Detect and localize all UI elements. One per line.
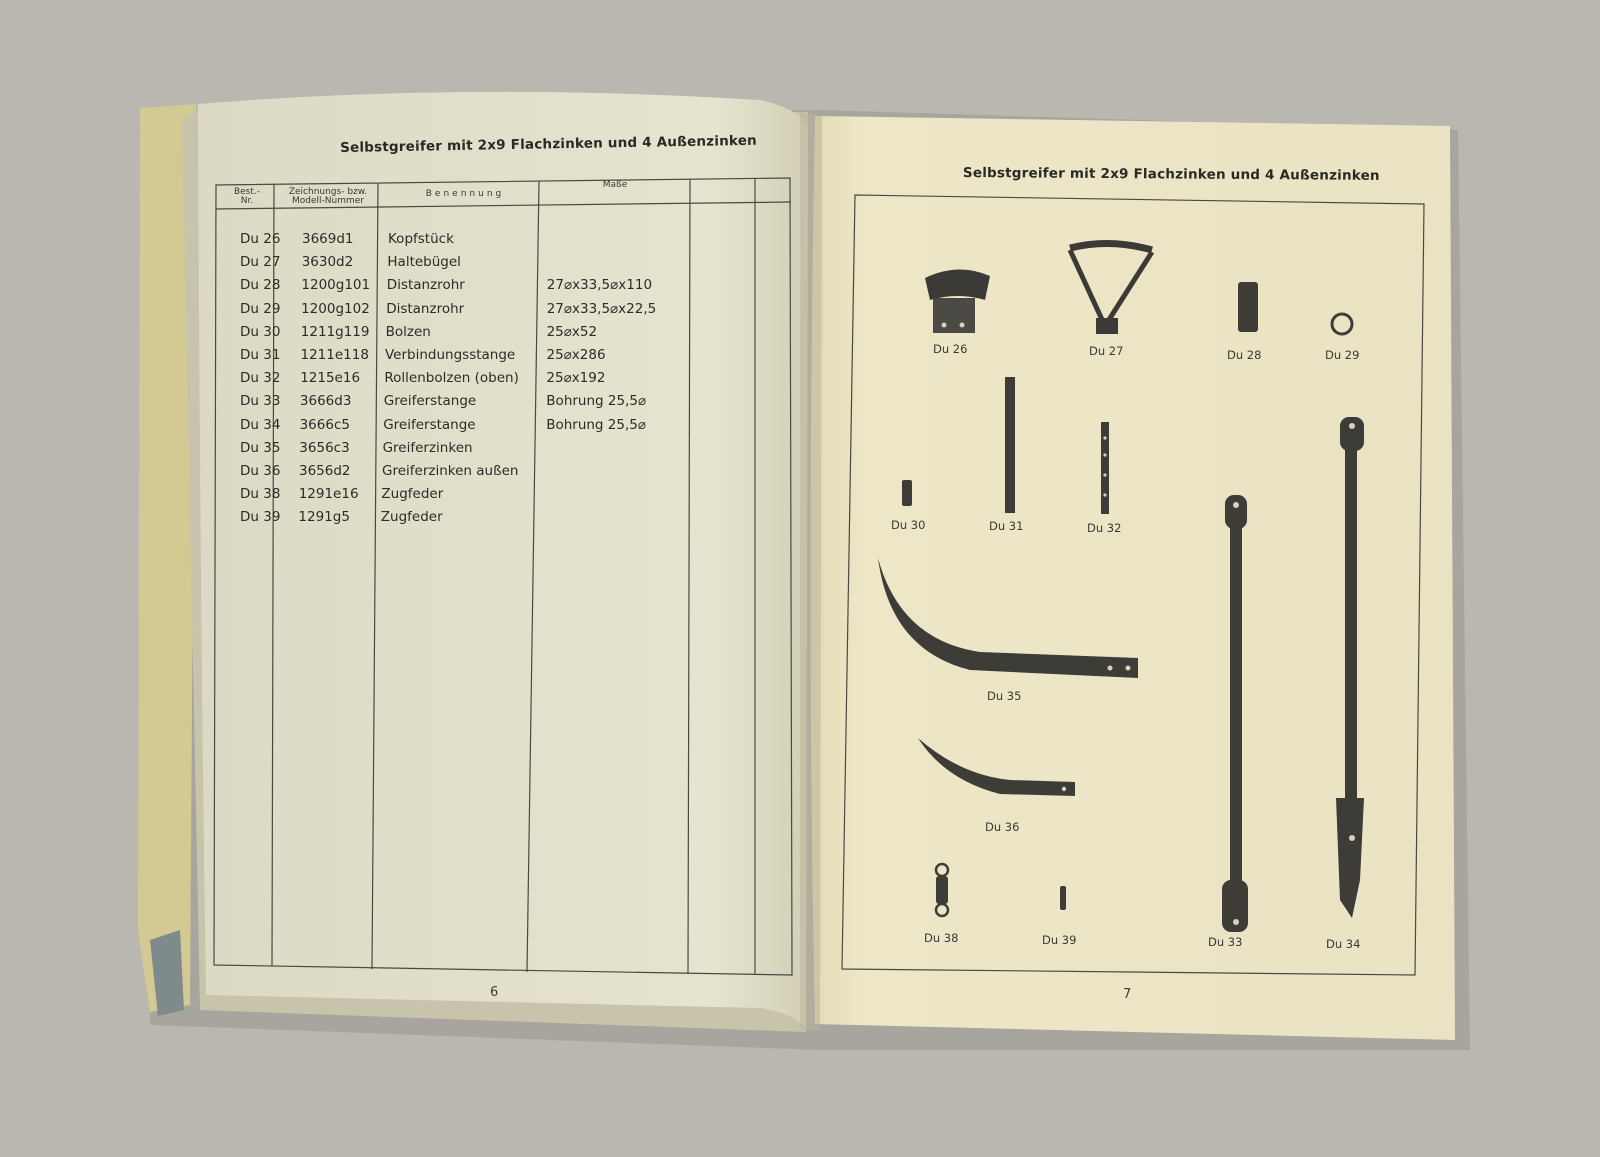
part-label-du30: Du 30 [891,518,926,532]
cell-dim: 27⌀x33,5⌀x22,5 [546,300,657,317]
cell-model: 1200g102 [301,300,370,317]
cell-name: Greiferzinken [382,439,473,456]
part-label-du26: Du 26 [933,342,968,356]
cell-name: Distanzrohr [386,277,465,294]
part-label-du32: Du 32 [1087,521,1122,535]
column-header-masse: Maße [602,180,628,190]
cell-model: 3666c5 [299,416,350,433]
cell-nr: Du 27 [240,254,281,271]
cell-name: Distanzrohr [386,300,465,317]
zugfeder-38-drawing [936,864,948,916]
left-page-number: 6 [490,985,499,1000]
verbindungsstange-drawing [1005,377,1015,513]
cell-nr: Du 36 [240,463,281,479]
cell-model: 1291e16 [298,486,359,503]
right-page-number: 7 [1123,987,1132,1002]
cell-dim: 25⌀x286 [546,347,606,363]
part-label-du39: Du 39 [1042,933,1077,947]
greiferzinken-aussen-drawing [918,738,1075,796]
cell-name: Zugfeder [381,486,444,503]
cell-name: Haltebügel [387,254,461,271]
column-header-zeichnung: Zeichnungs- bzw. Modell-Nummer [288,187,368,206]
greiferstange-34-drawing [1336,417,1364,918]
part-label-du29: Du 29 [1325,348,1360,362]
part-label-du36: Du 36 [985,820,1020,834]
cell-model: 3669d1 [302,231,354,247]
part-label-du38: Du 38 [924,931,959,945]
distanzrohr-ring-drawing [1332,314,1352,334]
cell-name: Bolzen [385,323,431,340]
cell-model: 3630d2 [301,254,354,271]
cell-name: Rollenbolzen (oben) [384,370,519,387]
cell-dim: 25⌀x52 [546,323,598,340]
cell-name: Greiferzinken außen [382,463,519,479]
part-label-du34: Du 34 [1326,937,1361,951]
kopfstueck-drawing [925,269,990,333]
distanzrohr-110-drawing [1238,282,1258,332]
cell-model: 3656c3 [299,439,350,456]
cell-model: 3666d3 [299,393,352,410]
cell-nr: Du 31 [240,347,281,363]
cell-dim: Bohrung 25,5⌀ [546,416,646,433]
rollenbolzen-drawing [1101,422,1109,514]
cell-dim: Bohrung 25,5⌀ [546,393,647,410]
cell-dim: 25⌀x192 [546,370,606,387]
cell-name: Zugfeder [380,509,443,526]
cell-model: 3656d2 [299,463,351,479]
haltebuegel-drawing [1070,243,1152,334]
cell-name: Greiferstange [383,416,476,433]
cell-nr: Du 26 [240,231,281,247]
cell-name: Greiferstange [383,393,477,410]
cell-name: Verbindungsstange [385,347,516,363]
part-label-du28: Du 28 [1227,348,1262,362]
part-label-du35: Du 35 [987,689,1022,703]
part-label-du31: Du 31 [989,519,1024,533]
greiferzinken-drawing [878,558,1138,678]
cell-model: 1291g5 [298,509,350,526]
cell-name: Kopfstück [388,231,454,247]
part-label-du27: Du 27 [1089,344,1124,358]
cell-model: 1215e16 [300,370,361,387]
cell-nr: Du 34 [240,416,281,433]
right-page-heading: Selbstgreifer mit 2x9 Flachzinken und 4 Außenzinken [962,165,1380,184]
cell-nr: Du 30 [240,323,281,340]
cell-nr: Du 33 [240,393,281,410]
cell-model: 1211g119 [300,323,370,340]
cell-dim: 27⌀x33,5⌀x110 [546,277,653,294]
column-header-benennung: Benennung [425,189,505,199]
cell-model: 1200g101 [301,277,371,294]
cell-nr: Du 39 [240,509,281,526]
bolzen-drawing [902,480,912,506]
zugfeder-39-drawing [1060,886,1066,910]
greiferstange-33-drawing [1222,495,1248,932]
cell-nr: Du 29 [240,300,281,317]
cell-nr: Du 38 [240,486,281,503]
cell-model: 1211e118 [300,347,369,363]
cell-nr: Du 28 [240,277,281,294]
cell-nr: Du 35 [240,439,281,456]
column-header-best-nr: Best.- Nr. [233,187,261,206]
left-page-heading: Selbstgreifer mit 2x9 Flachzinken und 4 Außenzinken [340,132,758,156]
cell-nr: Du 32 [240,370,281,387]
part-label-du33: Du 33 [1208,935,1243,949]
